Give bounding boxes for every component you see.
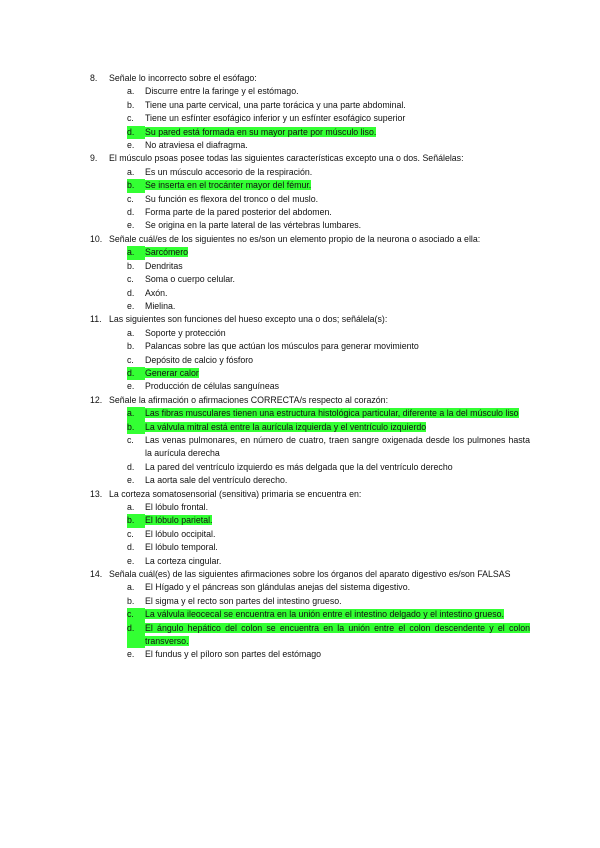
option-letter: b. xyxy=(127,341,135,352)
option-c xyxy=(127,273,530,286)
question-number: 14. xyxy=(90,569,103,580)
question-stem xyxy=(90,488,530,501)
question-number: 13. xyxy=(90,488,103,499)
question-stem xyxy=(90,313,530,326)
answer-text: El lóbulo temporal. xyxy=(145,542,218,553)
option-text xyxy=(145,541,530,554)
option-text xyxy=(145,380,530,393)
option-letter: b. xyxy=(127,421,145,434)
option-e xyxy=(127,474,530,487)
question-number: 8. xyxy=(90,73,98,83)
option-letter: a. xyxy=(127,86,135,97)
option-text xyxy=(145,528,530,541)
answer-text: Tiene un esfínter esofágico inferior y un esfínter esofágico superior xyxy=(145,113,406,124)
option-letter: e. xyxy=(127,220,135,231)
option-b xyxy=(127,514,530,527)
option-text xyxy=(145,354,530,367)
highlighted-answer: La válvula mitral está entre la aurícula izquierda y el ventrículo izquierdo xyxy=(145,421,427,432)
option-text xyxy=(145,421,530,434)
option-e xyxy=(127,139,530,152)
answer-text: El Hígado y el páncreas son glándulas anejas del sistema digestivo. xyxy=(145,582,411,593)
highlighted-answer: Las fibras musculares tienen una estructura histológica particular, diferente a la del músculo liso xyxy=(145,408,519,419)
option-text xyxy=(145,581,530,594)
option-letter: b. xyxy=(127,99,135,110)
option-letter: a. xyxy=(127,246,145,259)
highlighted-answer: El lóbulo parietal. xyxy=(145,515,213,526)
option-letter: d. xyxy=(127,367,145,380)
option-text xyxy=(145,193,530,206)
option-text xyxy=(145,166,530,179)
option-letter: d. xyxy=(127,207,135,218)
option-c xyxy=(127,193,530,206)
question-stem xyxy=(90,152,530,165)
option-text xyxy=(145,327,530,340)
option-a xyxy=(127,581,530,594)
option-letter: b. xyxy=(127,260,135,271)
option-b xyxy=(127,421,530,434)
question-text: El músculo psoas posee todas las siguientes características excepto una o dos. Señálelas: xyxy=(109,153,464,164)
option-text xyxy=(145,555,530,568)
answer-text: Forma parte de la pared posterior del abdomen. xyxy=(145,207,332,218)
option-a xyxy=(127,166,530,179)
option-a xyxy=(127,327,530,340)
option-b xyxy=(127,99,530,112)
option-d xyxy=(127,287,530,300)
option-letter: c. xyxy=(127,354,134,365)
option-text xyxy=(145,595,530,608)
answer-text: El lóbulo frontal. xyxy=(145,502,209,512)
option-e xyxy=(127,555,530,568)
option-text xyxy=(145,206,530,219)
option-text xyxy=(145,85,530,98)
option-b xyxy=(127,260,530,273)
option-c xyxy=(127,354,530,367)
option-letter: e. xyxy=(127,475,135,486)
option-e xyxy=(127,219,530,232)
option-text xyxy=(145,126,530,139)
option-letter: d. xyxy=(127,461,135,472)
highlighted-answer: El ángulo hepático del colon se encuentra en la unión entre el colon descendente y el colon transverso. xyxy=(145,622,530,647)
question-number: 11. xyxy=(90,314,102,325)
answer-text: No atraviesa el diafragma. xyxy=(145,140,248,151)
option-letter: c. xyxy=(127,434,134,445)
answer-text: Soporte y protección xyxy=(145,327,226,338)
answer-text: Se origina en la parte lateral de las vértebras lumbares. xyxy=(145,220,362,231)
question-text: Las siguientes son funciones del hueso excepto una o dos; señálela(s): xyxy=(109,314,388,325)
highlighted-answer: Generar calor xyxy=(145,367,199,378)
option-c xyxy=(127,528,530,541)
option-d xyxy=(127,622,530,649)
option-e xyxy=(127,380,530,393)
question-stem xyxy=(90,394,530,407)
question-11 xyxy=(90,313,530,393)
option-text xyxy=(145,622,530,649)
question-14 xyxy=(90,568,530,662)
option-letter: c. xyxy=(127,113,134,124)
question-text: Señale la afirmación o afirmaciones CORRECTA/s respecto al corazón: xyxy=(109,394,389,405)
question-12 xyxy=(90,394,530,488)
option-text xyxy=(145,367,530,380)
option-text xyxy=(145,300,530,313)
answer-text: Dendritas xyxy=(145,260,183,271)
answer-text: Tiene una parte cervical, una parte torácica y una parte abdominal. xyxy=(145,99,406,110)
option-text xyxy=(145,112,530,125)
option-letter: b. xyxy=(127,179,145,192)
answer-text: El sigma y el recto son partes del intestino grueso. xyxy=(145,595,342,606)
option-letter: a. xyxy=(127,166,135,177)
option-letter: c. xyxy=(127,274,134,285)
option-e xyxy=(127,648,530,661)
option-d xyxy=(127,367,530,380)
question-number: 10. xyxy=(90,233,103,244)
question-stem xyxy=(90,72,530,85)
option-letter: b. xyxy=(127,595,135,606)
answer-text: El lóbulo occipital. xyxy=(145,528,216,539)
answer-text: Las venas pulmonares, en número de cuatro, traen sangre oxigenada desde los pulmones hasta la aurícula derecha xyxy=(145,434,530,459)
answer-text: El fundus y el píloro son partes del estómago xyxy=(145,649,322,660)
option-text xyxy=(145,407,530,420)
option-text xyxy=(145,461,530,474)
option-b xyxy=(127,595,530,608)
question-text: Señale lo incorrecto sobre el esófago: xyxy=(109,73,257,83)
option-text xyxy=(145,260,530,273)
option-a xyxy=(127,407,530,420)
option-letter: e. xyxy=(127,381,135,392)
option-text xyxy=(145,219,530,232)
question-8 xyxy=(90,72,530,152)
option-letter: a. xyxy=(127,502,135,512)
option-letter: d. xyxy=(127,126,145,139)
option-text xyxy=(145,340,530,353)
option-d xyxy=(127,206,530,219)
question-text: Señale cuál/es de los siguientes no es/son un elemento propio de la neurona o asociado a ella: xyxy=(109,233,481,244)
option-text xyxy=(145,648,530,661)
question-10 xyxy=(90,233,530,313)
option-b xyxy=(127,179,530,192)
option-c xyxy=(127,608,530,621)
option-a xyxy=(127,246,530,259)
option-letter: d. xyxy=(127,542,135,553)
option-text xyxy=(145,287,530,300)
option-a xyxy=(127,501,530,514)
answer-text: La corteza cingular. xyxy=(145,555,222,566)
option-text xyxy=(145,139,530,152)
option-c xyxy=(127,112,530,125)
question-stem xyxy=(90,233,530,246)
option-letter: d. xyxy=(127,287,135,298)
answer-text: Palancas sobre las que actúan los músculos para generar movimiento xyxy=(145,341,419,352)
option-d xyxy=(127,461,530,474)
answer-text: La pared del ventrículo izquierdo es más delgada que la del ventrículo derecho xyxy=(145,461,453,472)
option-letter: c. xyxy=(127,608,145,621)
option-letter: e. xyxy=(127,555,135,566)
option-letter: b. xyxy=(127,514,145,527)
question-text: Señala cuál(es) de las siguientes afirmaciones sobre los órganos del aparato digestivo es/son FALSAS xyxy=(109,569,511,580)
highlighted-answer: Se inserta en el trocánter mayor del fémur. xyxy=(145,180,312,191)
option-text xyxy=(145,273,530,286)
option-text xyxy=(145,246,530,259)
option-d xyxy=(127,126,530,139)
option-letter: d. xyxy=(127,622,145,649)
option-letter: e. xyxy=(127,140,135,151)
question-stem xyxy=(90,568,530,581)
option-text xyxy=(145,608,530,621)
answer-text: Discurre entre la faringe y el estómago. xyxy=(145,86,299,97)
option-letter: e. xyxy=(127,300,135,311)
answer-text: Soma o cuerpo celular. xyxy=(145,274,235,285)
option-text xyxy=(145,99,530,112)
question-list xyxy=(90,72,530,662)
question-number: 12. xyxy=(90,394,103,405)
option-letter: a. xyxy=(127,407,145,420)
answer-text: Su función es flexora del tronco o del muslo. xyxy=(145,193,319,204)
answer-text: La aorta sale del ventrículo derecho. xyxy=(145,475,288,486)
question-number: 9. xyxy=(90,153,98,164)
question-13 xyxy=(90,488,530,568)
option-letter: e. xyxy=(127,649,135,660)
highlighted-answer: Su pared está formada en su mayor parte por músculo liso. xyxy=(145,126,377,137)
answer-text: Axón. xyxy=(145,287,168,298)
option-letter: a. xyxy=(127,582,135,593)
highlighted-answer: La válvula ileocecal se encuentra en la unión entre el intestino delgado y el intestino grueso. xyxy=(145,609,504,620)
option-text xyxy=(145,501,530,514)
option-letter: a. xyxy=(127,327,135,338)
option-e xyxy=(127,300,530,313)
option-text xyxy=(145,179,530,192)
option-d xyxy=(127,541,530,554)
option-text xyxy=(145,474,530,487)
option-letter: c. xyxy=(127,528,134,539)
answer-text: Depósito de calcio y fósforo xyxy=(145,354,254,365)
question-9 xyxy=(90,152,530,232)
answer-text: Producción de células sanguíneas xyxy=(145,381,279,392)
option-a xyxy=(127,85,530,98)
answer-text: Es un músculo accesorio de la respiración. xyxy=(145,166,313,177)
option-b xyxy=(127,340,530,353)
option-text xyxy=(145,514,530,527)
option-text xyxy=(145,434,530,461)
answer-text: Mielina. xyxy=(145,300,176,311)
option-letter: c. xyxy=(127,193,134,204)
option-c xyxy=(127,434,530,461)
highlighted-answer: Sarcómero xyxy=(145,247,189,258)
question-text: La corteza somatosensorial (sensitiva) primaria se encuentra en: xyxy=(109,488,362,499)
